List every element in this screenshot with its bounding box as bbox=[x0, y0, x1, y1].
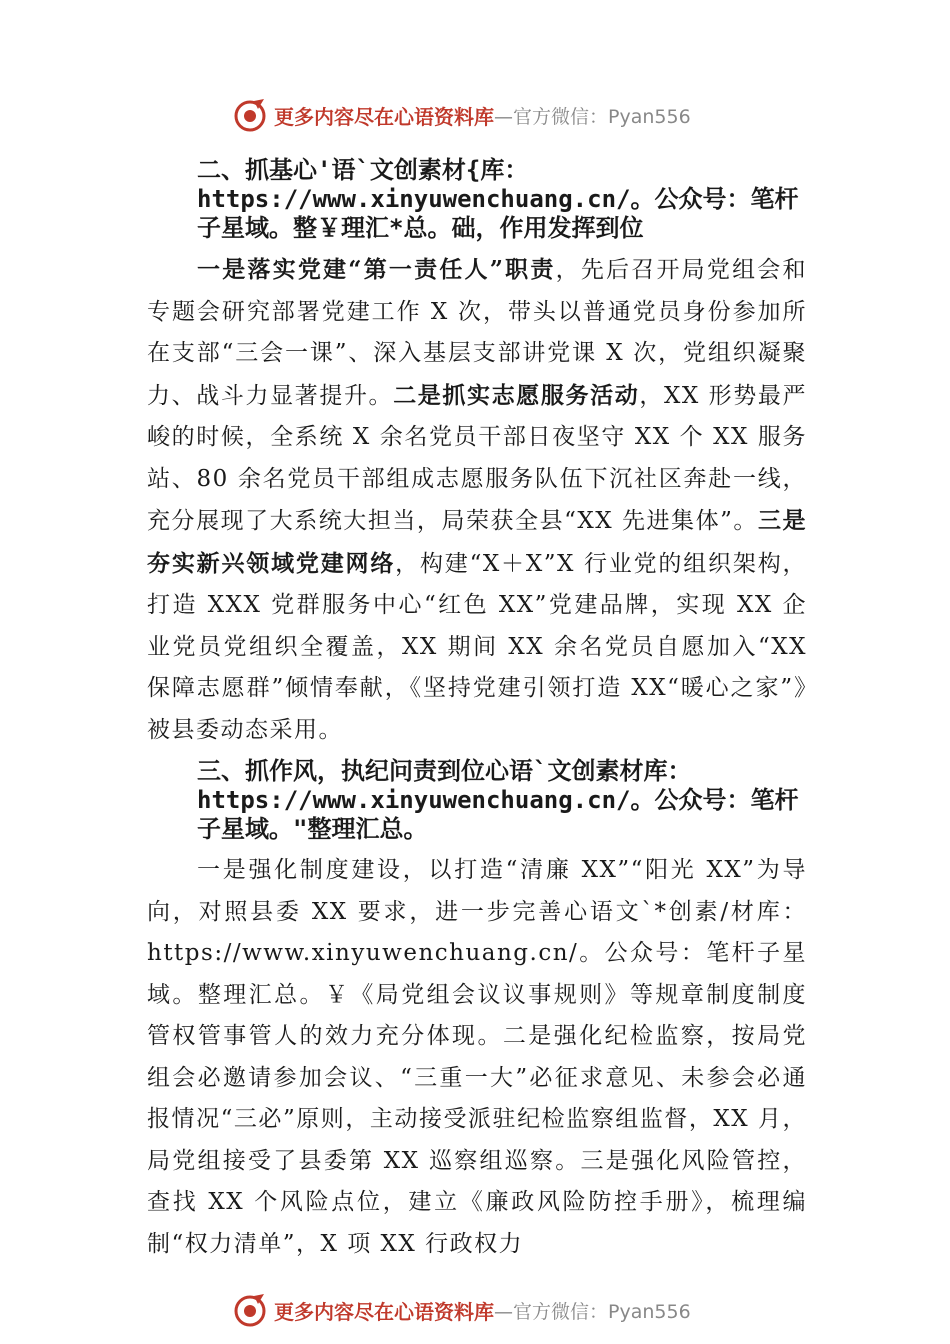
header-banner bbox=[232, 95, 732, 135]
section-heading-2: 二、抓基心'语`文创素材{库：https://www.xinyuwenchuang.cn/。公众号：笔杆子星域。整￥理汇*总。础，作用发挥到位 bbox=[197, 156, 799, 242]
document-body bbox=[147, 150, 807, 1265]
banner-title: 更多内容尽在心语资料库 bbox=[274, 1299, 494, 1324]
banner-wechat: —官方微信：Pyan556 bbox=[494, 1300, 691, 1323]
banner-wechat: —官方微信：Pyan556 bbox=[494, 105, 691, 128]
section-heading-3: 三、抓作风，执纪问责到位心语`文创素材库：https://www.xinyuwenchuang.cn/。公众号：笔杆子星域。"整理汇总。 bbox=[197, 757, 799, 843]
banner-title: 更多内容尽在心语资料库 bbox=[274, 104, 494, 129]
footer-banner bbox=[232, 1290, 732, 1330]
point-1-text: ，先后召开局党组会和专题会研究部署党建工作 X 次，带头以普通党员身份参加所在支部“三会一课”、深入基层支部讲党课 X 次，党组织凝聚力、战斗力显著提升。 bbox=[147, 257, 807, 409]
logo-icon bbox=[232, 97, 268, 133]
point-2-text: ，XX 形势最严峻的时候，全系统 X 余名党员干部日夜坚守 XX 个 XX 服务站、80 余名党员干部组成志愿服务队伍下沉社区奔赴一线，充分展现了大系统大担当，局荣获全县“XX 先进集体”。 bbox=[147, 382, 808, 534]
point-2-title: 二是抓实志愿服务活动 bbox=[393, 381, 640, 409]
section-2-paragraph bbox=[147, 249, 807, 751]
point-3-text: ，构建“X＋X”X 行业党的组织架构，打造 XXX 党群服务中心“红色 XX”党建品牌，实现 XX 企业党员党组织全覆盖，XX 期间 XX 余名党员自愿加入“XX 保障志愿群”倾情奉献，《坚持党建引领打造 XX“暖心之家”》被县委动态采用。 bbox=[147, 550, 808, 743]
section-3-paragraph: 一是强化制度建设，以打造“清廉 XX”“阳光 XX”为导向，对照县委 XX 要求，进一步完善心语文`*创素/材库：https://www.xinyuwenchuang.cn/。公众号：笔杆子星域。整理汇总。￥《局党组会议议事规则》等规章制度制度管权管事管人的效力充分体现。二是强化纪检监察，按局党组会必邀请参加会议、“三重一大”必征求意见、未参会必通报情况“三必”原则，主动接受派驻纪检监察组监督，XX 月，局党组接受了县委第 XX 巡察组巡察。三是强化风险管控，查找 XX 个风险点位，建立《廉政风险防控手册》，梳理编制“权力清单”，X 项 XX 行政权力 bbox=[147, 857, 807, 1257]
point-1-title: 一是落实党建“第一责任人”职责 bbox=[197, 256, 556, 283]
point-3-title: 三是夯实新兴领域党建网络 bbox=[147, 507, 808, 577]
logo-icon bbox=[232, 1292, 268, 1328]
